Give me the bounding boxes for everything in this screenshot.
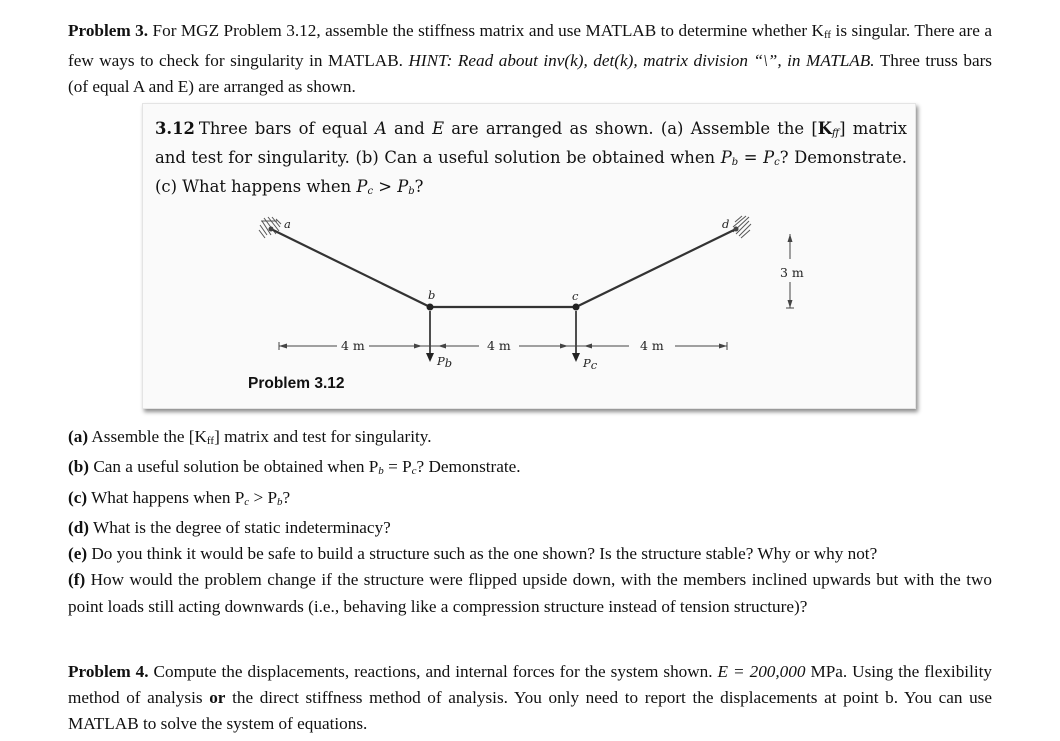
- tb-var-a: A: [374, 119, 387, 138]
- problem-4-text-1: Compute the displacements, reactions, and internal forces for the system shown.: [148, 662, 718, 681]
- problem-3-label: Problem 3.: [68, 21, 149, 40]
- tb-text-5: =: [738, 148, 764, 167]
- question-b-mid: = P: [383, 457, 412, 477]
- node-b-joint: [427, 304, 434, 311]
- node-c-joint: [573, 304, 580, 311]
- problem-4-or: or: [209, 688, 226, 707]
- question-c-sub-1: c: [244, 495, 250, 508]
- question-b-sub-1: b: [378, 465, 384, 478]
- question-e: [68, 541, 992, 567]
- height-label: 3 m: [780, 265, 804, 280]
- truss-figure: [143, 104, 915, 408]
- question-c-end: ?: [282, 487, 291, 507]
- question-a-text-2: ] matrix and test for singularity.: [214, 427, 432, 446]
- question-f-text: How would the problem change if the structure were flipped upside down, with the members inclined upwards but with the two point loads still acting downwards (i.e., behaving like a compression structure instead of tension structure)?: [68, 570, 992, 616]
- problem-3-intro-3: Three truss bars (of equal A and E) are arranged as shown.: [68, 51, 992, 96]
- tb-var-p2-sub: c: [774, 157, 780, 168]
- question-b-sub-2: c: [411, 465, 417, 478]
- tb-var-p4: P: [397, 177, 409, 196]
- question-c: [68, 485, 992, 515]
- question-b: [68, 454, 992, 484]
- question-a-sub: ff: [206, 435, 215, 447]
- tb-var-p1-sub: b: [731, 157, 739, 168]
- tb-var-p2: P: [763, 148, 775, 167]
- span-1-label: 4 m: [341, 338, 365, 353]
- question-c-label: (c): [68, 487, 88, 507]
- problem-3-intro-2: is singular. There are a few ways to check for singularity in MATLAB.: [68, 21, 992, 70]
- question-d-label: (d): [68, 517, 90, 537]
- tb-text-1: Three bars of equal: [198, 119, 375, 138]
- node-d-pin: [734, 227, 739, 232]
- question-a-text: Assemble the [K: [88, 427, 207, 446]
- question-d-text: What is the degree of static indeterminacy?: [89, 517, 391, 537]
- load-c-label: Pc: [583, 356, 598, 372]
- tb-text-4: ] matrix and test for singularity. (b) Can a useful solution be obtained when: [155, 119, 907, 167]
- problem-3-hint: HINT: Read about inv(k), det(k), matrix division “\”, in MATLAB.: [408, 51, 875, 70]
- problem-4-label: Problem 4.: [68, 662, 149, 681]
- node-c-label: c: [572, 289, 579, 303]
- tb-var-e: E: [432, 119, 445, 138]
- tb-text-6: ? Demonstrate. (c) What happens when: [155, 148, 908, 196]
- tb-text-8: ?: [414, 177, 424, 196]
- load-arrow-c: [572, 311, 580, 362]
- question-c-mid: > P: [249, 487, 278, 507]
- question-c-text: What happens when P: [87, 487, 245, 507]
- tb-var-p4-sub: b: [408, 186, 415, 197]
- problem-3-paragraph: [68, 18, 992, 100]
- question-b-label: (b): [68, 457, 90, 477]
- problem-4-text-2: MPa. Using the flexibility method of analysis: [68, 662, 992, 707]
- node-d-label: d: [722, 217, 730, 231]
- tb-text-3: are arranged as shown. (a) Assemble the [: [444, 119, 818, 138]
- problem-3-intro: For MGZ Problem 3.12, assemble the stiffness matrix and use MATLAB to determine whether K: [152, 21, 824, 40]
- tb-var-k-sub: ff: [832, 128, 840, 139]
- tb-text-7: >: [373, 177, 398, 196]
- question-e-text: Do you think it would be safe to build a structure such as the one shown? Is the structure stable? Why or why not?: [87, 544, 878, 564]
- tb-var-p3-sub: c: [367, 186, 374, 197]
- node-b-label: b: [428, 288, 436, 302]
- load-arrow-b: [426, 311, 434, 362]
- textbook-problem-number: 3.12: [155, 119, 195, 138]
- question-list: [68, 424, 992, 620]
- question-e-label: (e): [68, 544, 88, 564]
- node-a-label: a: [284, 217, 291, 231]
- textbook-excerpt: [142, 103, 916, 409]
- kff-subscript: ff: [823, 29, 832, 41]
- problem-4-paragraph: [68, 659, 992, 737]
- question-a-label: (a): [68, 427, 89, 446]
- question-d: [68, 515, 992, 541]
- load-b-label: Pb: [437, 354, 453, 370]
- tb-text-2: and: [386, 119, 433, 138]
- tb-var-k: K: [817, 119, 833, 138]
- problem-4-text-3: the direct stiffness method of analysis. You only need to report the displacements at point b. You can use MATLAB to solve the system of equations.: [68, 688, 992, 733]
- figure-caption: Problem 3.12: [248, 375, 345, 392]
- question-f-label: (f): [68, 570, 86, 590]
- tb-var-p3: P: [356, 177, 368, 196]
- question-b-end: ? Demonstrate.: [416, 457, 521, 477]
- span-2-label: 4 m: [487, 338, 511, 353]
- span-3-label: 4 m: [640, 338, 664, 353]
- question-f: [68, 567, 992, 620]
- question-b-text: Can a useful solution be obtained when P: [89, 457, 379, 477]
- tb-var-p1: P: [720, 148, 732, 167]
- node-a-pin: [269, 227, 274, 232]
- question-a: [68, 424, 992, 454]
- question-c-sub-2: b: [277, 495, 283, 508]
- problem-4-modulus: E = 200,000: [717, 662, 806, 681]
- truss-members: [271, 229, 736, 307]
